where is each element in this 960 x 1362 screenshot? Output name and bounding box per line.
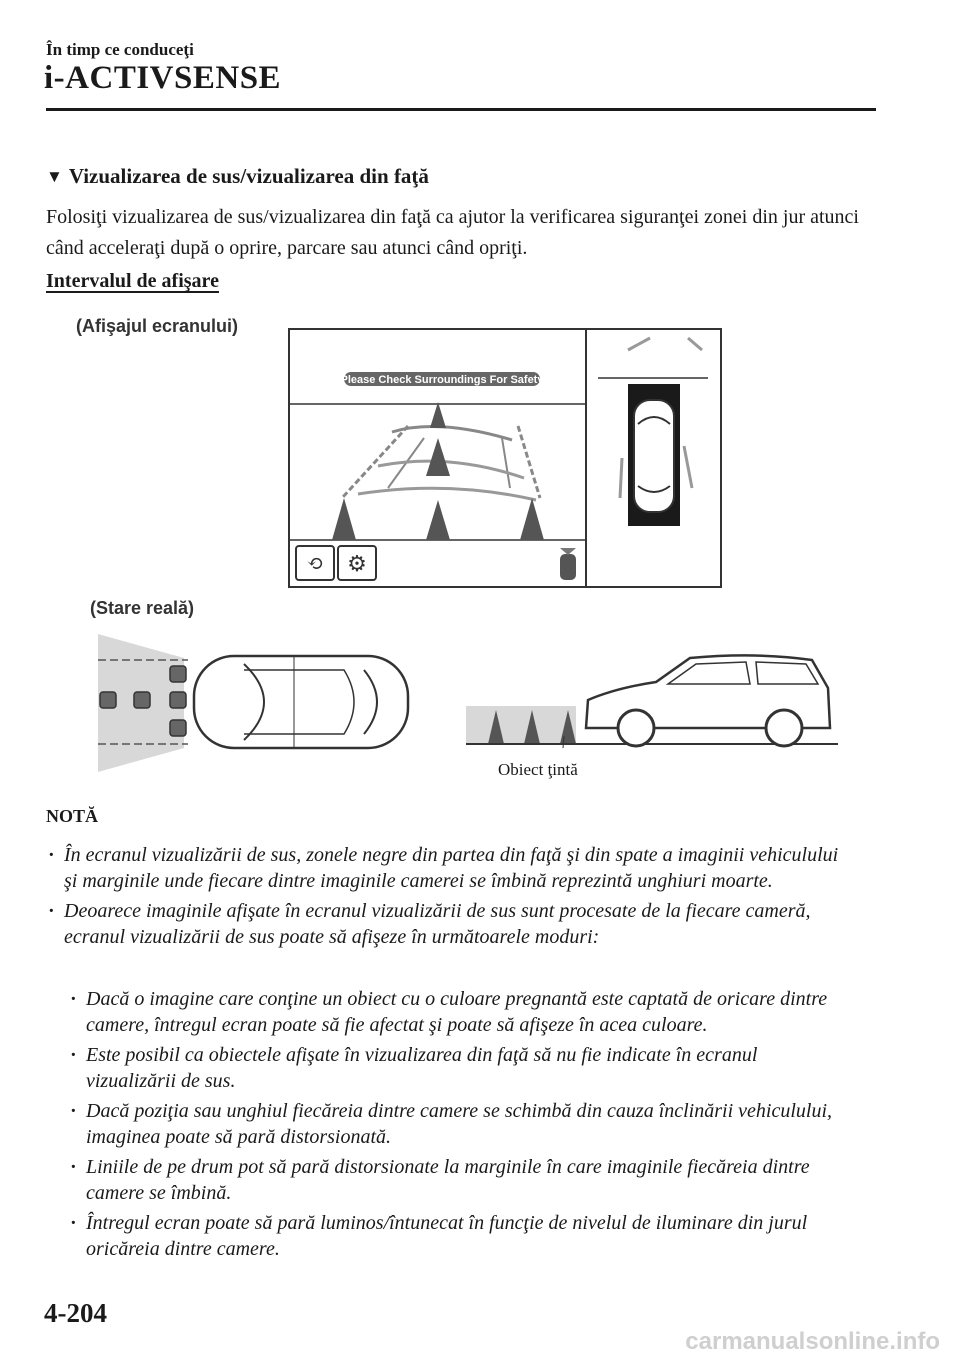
note-list bbox=[48, 842, 848, 954]
section-heading bbox=[46, 164, 429, 189]
list-item: · Deoarece imaginile afişate în ecranul vizualizării de sus sunt procesate de la fiecare cameră, ecranul vizualizării de sus poate să afişeze în următoarele moduri: bbox=[48, 898, 848, 950]
display-range-heading: Intervalul de afişare bbox=[46, 270, 219, 292]
list-item: · Dacă o imagine care conţine un obiect cu o culoare pregnantă este captată de oricare dintre camere, întregul ecran poate să fie afectat şi poate să afişeze în acea culoare. bbox=[70, 986, 850, 1038]
screen-display-illustration bbox=[288, 328, 722, 588]
chapter-label: În timp ce conduceţi bbox=[46, 40, 194, 59]
real-state-label: (Stare reală) bbox=[90, 598, 195, 618]
front-wheel bbox=[618, 710, 654, 746]
watermark: carmanualsonline.info bbox=[685, 1328, 940, 1355]
mini-car-icon bbox=[560, 554, 576, 580]
list-item: · Dacă poziţia sau unghiul fiecăreia dintre camere se schimbă din cauza înclinării vehiculului, imaginea poate să pară distorsionată. bbox=[70, 1098, 850, 1150]
target-object-label: Obiect ţintă bbox=[498, 760, 578, 779]
section-heading-text: Vizualizarea de sus/vizualizarea din faţă bbox=[68, 164, 429, 188]
list-item: · Întregul ecran poate să pară luminos/întunecat în funcţie de nivelul de iluminare din jurul oricăreia dintre camere. bbox=[70, 1210, 850, 1262]
side-coverage-area bbox=[466, 706, 576, 744]
note-title: NOTĂ bbox=[46, 806, 99, 826]
list-item: · Liniile de pe drum pot să pară distorsionate la marginile în care imaginile fiecăreia dintre camere se îmbină. bbox=[70, 1154, 850, 1206]
note-sub-list bbox=[70, 986, 850, 1266]
rear-wheel bbox=[766, 710, 802, 746]
page-number: 4-204 bbox=[44, 1298, 107, 1328]
screen-display-label: (Afişajul ecranului) bbox=[76, 316, 239, 336]
title-divider bbox=[46, 108, 876, 111]
page-title: i-ACTIVSENSE bbox=[44, 60, 282, 96]
list-item: · În ecranul vizualizării de sus, zonele negre din partea din faţă şi din spate a imaginii vehiculului şi marginile unde fiecare dintre imaginile camerei se îmbină reprezintă unghiuri moarte. bbox=[48, 842, 848, 894]
gear-icon: ⚙ bbox=[347, 551, 367, 576]
safety-banner-text: Please Check Surroundings For Safety bbox=[340, 374, 544, 386]
real-state-top-illustration bbox=[94, 630, 414, 780]
intro-paragraph: Folosiţi vizualizarea de sus/vizualizarea din faţă ca ajutor la verificarea siguranţei zonei din jur atunci când acceleraţi după o oprire, parcare sau atunci când opriţi. bbox=[46, 206, 859, 259]
triangle-down-icon: ▼ bbox=[46, 167, 63, 186]
camera-switch-icon: ⟲ bbox=[306, 553, 324, 575]
real-state-side-illustration bbox=[466, 648, 838, 748]
list-item: · Este posibil ca obiectele afişate în vizualizarea din faţă să nu fie indicate în ecranul vizualizării de sus. bbox=[70, 1042, 850, 1094]
